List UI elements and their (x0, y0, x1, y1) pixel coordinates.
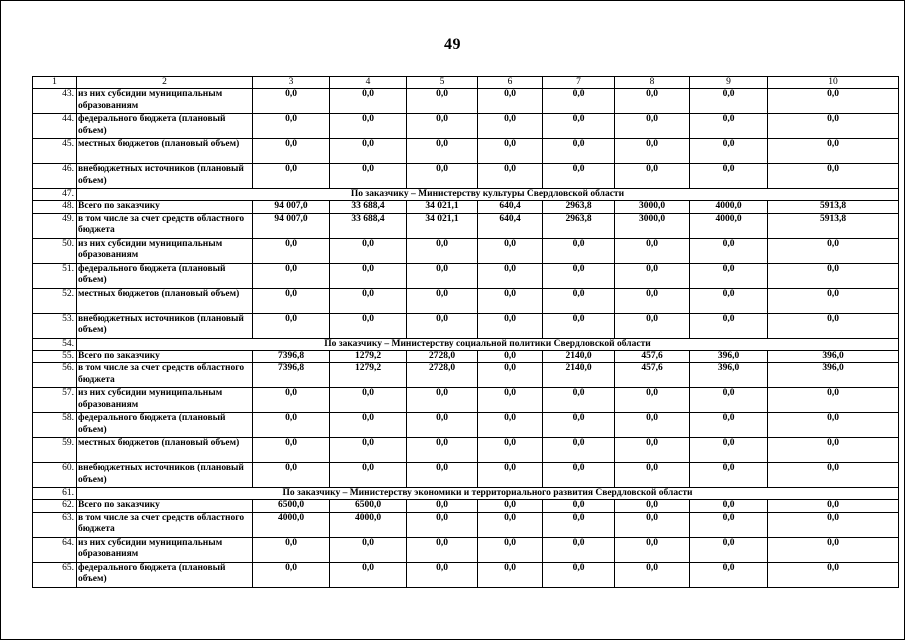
row-description: из них субсидии муниципальным образованиям (77, 537, 253, 562)
row-value: 2728,0 (407, 363, 478, 388)
row-value: 0,0 (478, 562, 543, 587)
row-value: 0,0 (330, 263, 407, 288)
row-value: 0,0 (768, 463, 899, 488)
row-value: 0,0 (543, 263, 615, 288)
table-row (33, 164, 899, 189)
column-header: 2 (77, 77, 253, 89)
row-value: 0,0 (543, 238, 615, 263)
row-value: 0,0 (768, 562, 899, 587)
row-value: 2963,8 (543, 213, 615, 238)
row-number: 60. (33, 463, 77, 488)
row-value: 0,0 (330, 89, 407, 114)
row-value: 6500,0 (253, 500, 330, 513)
row-value: 0,0 (615, 238, 690, 263)
row-description: в том числе за счет средств областного бюджета (77, 213, 253, 238)
row-number: 52. (33, 288, 77, 313)
row-number: 46. (33, 164, 77, 189)
row-value: 0,0 (478, 363, 543, 388)
row-value: 0,0 (407, 388, 478, 413)
row-value: 5913,8 (768, 213, 899, 238)
section-title: По заказчику – Министерству культуры Свердловской области (77, 189, 899, 201)
row-value: 0,0 (768, 413, 899, 438)
row-value: 0,0 (253, 413, 330, 438)
row-value: 5913,8 (768, 201, 899, 214)
table-row (33, 537, 899, 562)
section-row (33, 338, 899, 350)
row-value: 0,0 (615, 463, 690, 488)
row-value: 0,0 (330, 139, 407, 164)
column-header: 3 (253, 77, 330, 89)
table-row (33, 238, 899, 263)
table-row (33, 500, 899, 513)
row-value: 0,0 (407, 438, 478, 463)
row-description: местных бюджетов (плановый объем) (77, 139, 253, 164)
column-header: 6 (478, 77, 543, 89)
row-description: из них субсидии муниципальным образованиям (77, 89, 253, 114)
row-value: 0,0 (690, 388, 768, 413)
row-description: внебюджетных источников (плановый объем) (77, 463, 253, 488)
row-value: 0,0 (768, 500, 899, 513)
row-value: 0,0 (478, 164, 543, 189)
row-value: 7396,8 (253, 363, 330, 388)
row-number: 51. (33, 263, 77, 288)
row-value: 94 007,0 (253, 201, 330, 214)
row-number: 45. (33, 139, 77, 164)
row-value: 0,0 (768, 238, 899, 263)
row-value: 0,0 (330, 413, 407, 438)
table-row (33, 263, 899, 288)
row-value: 0,0 (543, 463, 615, 488)
row-value: 0,0 (407, 89, 478, 114)
row-value: 0,0 (330, 562, 407, 587)
row-value: 4000,0 (253, 512, 330, 537)
row-value: 4000,0 (690, 201, 768, 214)
row-number: 64. (33, 537, 77, 562)
row-number: 43. (33, 89, 77, 114)
row-value: 0,0 (330, 463, 407, 488)
row-value: 0,0 (690, 562, 768, 587)
row-value: 0,0 (253, 313, 330, 338)
row-value: 0,0 (478, 388, 543, 413)
row-description: в том числе за счет средств областного бюджета (77, 512, 253, 537)
column-header-row (33, 77, 899, 89)
row-value: 0,0 (407, 238, 478, 263)
row-value: 2140,0 (543, 350, 615, 363)
row-value: 34 021,1 (407, 213, 478, 238)
column-header: 1 (33, 77, 77, 89)
row-value: 0,0 (407, 413, 478, 438)
row-value: 0,0 (615, 512, 690, 537)
row-value: 0,0 (253, 164, 330, 189)
table-row (33, 413, 899, 438)
table-row (33, 363, 899, 388)
row-value: 0,0 (768, 512, 899, 537)
row-value: 0,0 (690, 238, 768, 263)
row-value: 0,0 (407, 537, 478, 562)
row-number: 49. (33, 213, 77, 238)
row-value: 0,0 (543, 139, 615, 164)
page-number: 49 (444, 36, 461, 53)
row-number: 50. (33, 238, 77, 263)
row-value: 0,0 (768, 537, 899, 562)
row-value: 0,0 (253, 238, 330, 263)
row-value: 0,0 (478, 114, 543, 139)
row-value: 0,0 (543, 164, 615, 189)
table-row (33, 288, 899, 313)
row-value: 0,0 (690, 263, 768, 288)
row-value: 0,0 (253, 263, 330, 288)
row-value: 0,0 (615, 537, 690, 562)
column-header: 7 (543, 77, 615, 89)
row-value: 0,0 (768, 139, 899, 164)
row-value: 0,0 (543, 413, 615, 438)
row-value: 0,0 (407, 463, 478, 488)
row-value: 0,0 (330, 537, 407, 562)
row-value: 457,6 (615, 363, 690, 388)
section-title: По заказчику – Министерству экономики и территориального развития Свердловской области (77, 488, 899, 500)
table-row (33, 512, 899, 537)
budget-table (32, 76, 899, 588)
row-value: 0,0 (543, 562, 615, 587)
row-value: 0,0 (407, 164, 478, 189)
table-row (33, 438, 899, 463)
row-value: 0,0 (768, 313, 899, 338)
section-title: По заказчику – Министерству социальной политики Свердловской области (77, 338, 899, 350)
row-value: 0,0 (478, 350, 543, 363)
table-row (33, 114, 899, 139)
row-value: 0,0 (615, 288, 690, 313)
row-value: 0,0 (478, 500, 543, 513)
row-number: 59. (33, 438, 77, 463)
row-number: 65. (33, 562, 77, 587)
column-header: 10 (768, 77, 899, 89)
row-value: 0,0 (615, 313, 690, 338)
row-value: 0,0 (543, 89, 615, 114)
row-value: 94 007,0 (253, 213, 330, 238)
table-row (33, 388, 899, 413)
row-number: 62. (33, 500, 77, 513)
row-value: 3000,0 (615, 213, 690, 238)
row-value: 0,0 (543, 500, 615, 513)
row-value: 0,0 (253, 562, 330, 587)
row-description: Всего по заказчику (77, 201, 253, 214)
row-description: Всего по заказчику (77, 350, 253, 363)
row-number: 63. (33, 512, 77, 537)
row-value: 0,0 (615, 114, 690, 139)
row-description: в том числе за счет средств областного бюджета (77, 363, 253, 388)
row-value: 0,0 (478, 288, 543, 313)
row-value: 0,0 (690, 313, 768, 338)
row-value: 0,0 (407, 313, 478, 338)
row-value: 0,0 (615, 438, 690, 463)
row-value: 0,0 (330, 438, 407, 463)
table-row (33, 139, 899, 164)
row-value: 0,0 (253, 139, 330, 164)
row-value: 33 688,4 (330, 213, 407, 238)
row-value: 0,0 (478, 238, 543, 263)
row-value: 0,0 (478, 139, 543, 164)
row-value: 3000,0 (615, 201, 690, 214)
row-value: 0,0 (253, 463, 330, 488)
row-value: 457,6 (615, 350, 690, 363)
row-value: 0,0 (330, 164, 407, 189)
row-value: 0,0 (768, 89, 899, 114)
row-number: 47. (33, 189, 77, 201)
row-value: 0,0 (615, 500, 690, 513)
row-value: 0,0 (478, 537, 543, 562)
row-value: 1279,2 (330, 350, 407, 363)
table-row (33, 201, 899, 214)
table-row (33, 562, 899, 587)
row-value: 0,0 (690, 500, 768, 513)
row-value: 0,0 (543, 512, 615, 537)
row-value: 0,0 (690, 463, 768, 488)
row-value: 0,0 (615, 562, 690, 587)
row-value: 0,0 (768, 438, 899, 463)
row-description: из них субсидии муниципальным образованиям (77, 238, 253, 263)
row-value: 0,0 (407, 114, 478, 139)
row-value: 0,0 (690, 512, 768, 537)
row-number: 57. (33, 388, 77, 413)
row-value: 396,0 (768, 363, 899, 388)
row-value: 0,0 (478, 512, 543, 537)
row-value: 0,0 (407, 139, 478, 164)
row-number: 53. (33, 313, 77, 338)
row-value: 0,0 (615, 89, 690, 114)
row-value: 396,0 (690, 350, 768, 363)
row-value: 0,0 (615, 413, 690, 438)
row-value: 0,0 (768, 164, 899, 189)
row-value: 0,0 (690, 114, 768, 139)
row-description: внебюджетных источников (плановый объем) (77, 313, 253, 338)
row-value: 0,0 (543, 114, 615, 139)
row-value: 0,0 (690, 537, 768, 562)
row-value: 0,0 (330, 388, 407, 413)
row-value: 0,0 (407, 512, 478, 537)
row-description: местных бюджетов (плановый объем) (77, 438, 253, 463)
row-value: 2728,0 (407, 350, 478, 363)
table-row (33, 350, 899, 363)
row-value: 7396,8 (253, 350, 330, 363)
row-value: 640,4 (478, 201, 543, 214)
row-number: 58. (33, 413, 77, 438)
row-value: 6500,0 (330, 500, 407, 513)
row-value: 0,0 (690, 288, 768, 313)
row-value: 0,0 (330, 238, 407, 263)
row-description: внебюджетных источников (плановый объем) (77, 164, 253, 189)
row-value: 0,0 (330, 288, 407, 313)
column-header: 4 (330, 77, 407, 89)
row-value: 0,0 (690, 139, 768, 164)
row-value: 0,0 (615, 263, 690, 288)
row-description: из них субсидии муниципальным образованиям (77, 388, 253, 413)
row-value: 0,0 (690, 413, 768, 438)
row-value: 0,0 (478, 263, 543, 288)
row-description: федерального бюджета (плановый объем) (77, 114, 253, 139)
row-value: 0,0 (768, 388, 899, 413)
row-value: 0,0 (407, 263, 478, 288)
row-value: 4000,0 (330, 512, 407, 537)
row-value: 0,0 (690, 89, 768, 114)
row-value: 0,0 (407, 562, 478, 587)
row-value: 34 021,1 (407, 201, 478, 214)
row-value: 0,0 (690, 164, 768, 189)
table-row (33, 463, 899, 488)
row-description: федерального бюджета (плановый объем) (77, 413, 253, 438)
row-value: 0,0 (253, 438, 330, 463)
row-value: 33 688,4 (330, 201, 407, 214)
row-number: 54. (33, 338, 77, 350)
section-row (33, 488, 899, 500)
row-value: 4000,0 (690, 213, 768, 238)
row-value: 0,0 (543, 438, 615, 463)
row-value: 2963,8 (543, 201, 615, 214)
row-value: 0,0 (253, 114, 330, 139)
row-value: 396,0 (768, 350, 899, 363)
row-value: 0,0 (543, 388, 615, 413)
row-value: 0,0 (253, 288, 330, 313)
row-number: 48. (33, 201, 77, 214)
row-value: 0,0 (768, 263, 899, 288)
column-header: 5 (407, 77, 478, 89)
row-value: 0,0 (478, 438, 543, 463)
row-value: 0,0 (253, 537, 330, 562)
row-value: 2140,0 (543, 363, 615, 388)
row-value: 0,0 (478, 413, 543, 438)
row-value: 0,0 (543, 537, 615, 562)
row-value: 0,0 (615, 139, 690, 164)
row-number: 44. (33, 114, 77, 139)
row-description: федерального бюджета (плановый объем) (77, 263, 253, 288)
row-description: федерального бюджета (плановый объем) (77, 562, 253, 587)
row-value: 0,0 (407, 288, 478, 313)
row-value: 0,0 (768, 114, 899, 139)
row-value: 0,0 (615, 388, 690, 413)
row-value: 0,0 (478, 313, 543, 338)
row-description: Всего по заказчику (77, 500, 253, 513)
row-value: 0,0 (407, 500, 478, 513)
row-value: 0,0 (543, 313, 615, 338)
row-value: 0,0 (543, 288, 615, 313)
row-number: 55. (33, 350, 77, 363)
row-value: 396,0 (690, 363, 768, 388)
row-value: 0,0 (690, 438, 768, 463)
row-value: 0,0 (330, 313, 407, 338)
row-value: 0,0 (478, 463, 543, 488)
row-number: 61. (33, 488, 77, 500)
table-row (33, 89, 899, 114)
column-header: 8 (615, 77, 690, 89)
row-value: 0,0 (253, 89, 330, 114)
row-description: местных бюджетов (плановый объем) (77, 288, 253, 313)
row-number: 56. (33, 363, 77, 388)
row-value: 0,0 (478, 89, 543, 114)
row-value: 0,0 (330, 114, 407, 139)
row-value: 0,0 (768, 288, 899, 313)
row-value: 0,0 (253, 388, 330, 413)
table-row (33, 313, 899, 338)
row-value: 0,0 (615, 164, 690, 189)
row-value: 1279,2 (330, 363, 407, 388)
row-value: 640,4 (478, 213, 543, 238)
column-header: 9 (690, 77, 768, 89)
table-row (33, 213, 899, 238)
section-row (33, 189, 899, 201)
